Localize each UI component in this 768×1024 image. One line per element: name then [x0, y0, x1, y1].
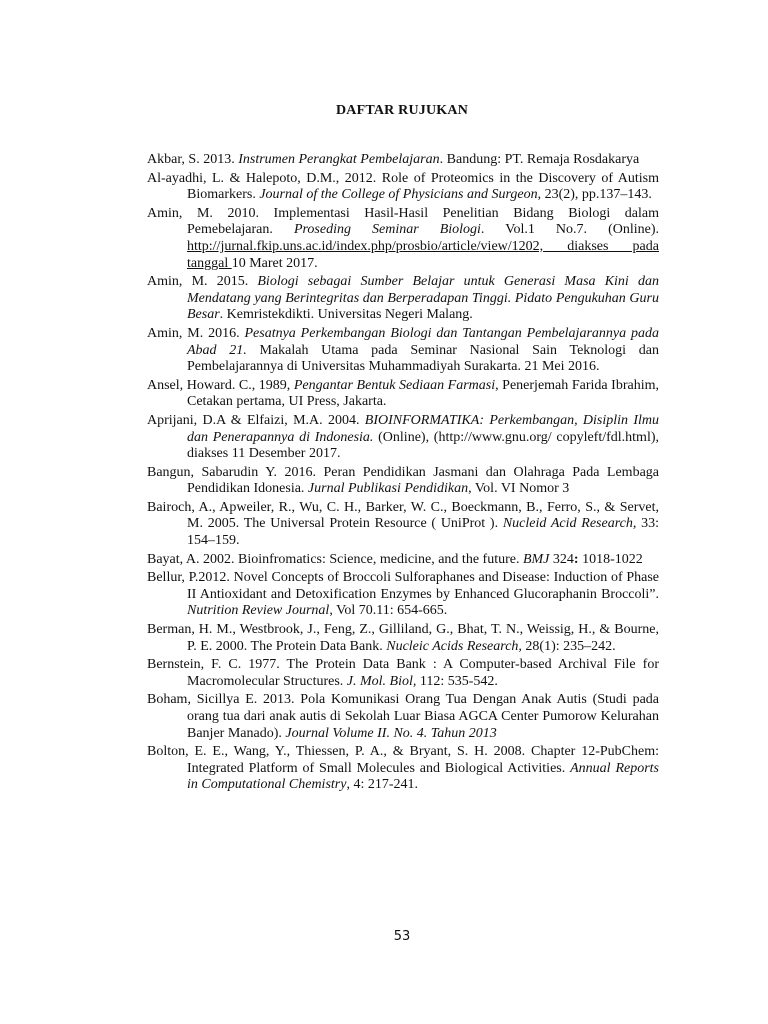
reference-item: Bernstein, F. C. 1977. The Protein Data Bank : A Computer-based Archival File for Macromolecular Structures. J. Mol. Biol, 112: 535-542. [147, 657, 659, 689]
reference-item: Amin, M. 2010. Implementasi Hasil-Hasil Penelitian Bidang Biologi dalam Pemebelajaran. Proseding Seminar Biologi. Vol.1 No.7. (Online). http://jurnal.fkip.uns.ac.id/index.php/prosbio/article/view/1202, diakses pada tanggal 10 Maret 2017. [147, 205, 659, 271]
reference-item: Amin, M. 2016. Pesatnya Perkembangan Biologi dan Tantangan Pembelajarannya pada Abad 21. Makalah Utama pada Seminar Nasional Sain Teknologi dan Pembelajarannya di Universitas Muhammadiyah Surakarta. 21 Mei 2016. [147, 325, 659, 375]
reference-item: Bangun, Sabarudin Y. 2016. Peran Pendidikan Jasmani dan Olahraga Pada Lembaga Pendidikan Idonesia. Jurnal Publikasi Pendidikan, Vol. VI Nomor 3 [147, 464, 659, 497]
reference-item: Akbar, S. 2013. Instrumen Perangkat Pembelajaran. Bandung: PT. Remaja Rosdakarya [147, 152, 640, 167]
reference-item: Bolton, E. E., Wang, Y., Thiessen, P. A., & Bryant, S. H. 2008. Chapter 12-PubChem: Integrated Platform of Small Molecules and Biological Activities. Annual Reports in Computational Chemistry, 4: 217-241. [147, 744, 659, 793]
reference-item: Bayat, A. 2002. Bioinfromatics: Science, medicine, and the future. BMJ 324: 1018-1022 [147, 551, 643, 567]
reference-list [147, 152, 659, 796]
reference-item: Bairoch, A., Apweiler, R., Wu, C. H., Barker, W. C., Boeckmann, B., Ferro, S., & Servet, M. 2005. The Universal Protein Resource ( UniProt ). Nucleid Acid Research, 33: 154–159. [147, 499, 659, 549]
page-number: 53 [393, 929, 411, 944]
reference-item: Amin, M. 2015. Biologi sebagai Sumber Belajar untuk Generasi Masa Kini dan Mendatang yang Berintegritas dan Berperadapan Tinggi. Pidato Pengukuhan Guru Besar. Kemristekdikti. Universitas Negeri Malang. [147, 274, 659, 323]
reference-item: Berman, H. M., Westbrook, J., Feng, Z., Gilliland, G., Bhat, T. N., Weissig, H., & Bourne, P. E. 2000. The Protein Data Bank. Nucleic Acids Research, 28(1): 235–242. [147, 622, 659, 654]
reference-item: Bellur, P.2012. Novel Concepts of Broccoli Sulforaphanes and Disease: Induction of Phase II Antioxidant and Detoxification Enzymes by Enhanced Glucoraphanin Broccoli”. Nutrition Review Journal, Vol 70.11: 654-665. [147, 570, 659, 619]
page-title: DAFTAR RUJUKAN [335, 103, 469, 118]
reference-item: Boham, Sicillya E. 2013. Pola Komunikasi Orang Tua Dengan Anak Autis (Studi pada orang tua dari anak autis di Sekolah Luar Biasa AGCA Center Pumorow Kelurahan Banjer Manado). Journal Volume II. No. 4. Tahun 2013 [147, 692, 659, 741]
reference-item: Aprijani, D.A & Elfaizi, M.A. 2004. BIOINFORMATIKA: Perkembangan, Disiplin Ilmu dan Penerapannya di Indonesia. (Online), (http://www.gnu.org/ copyleft/fdl.html), diakses 11 Desember 2017. [147, 412, 659, 462]
reference-item: Al-ayadhi, L. & Halepoto, D.M., 2012. Role of Proteomics in the Discovery of Autism Biomarkers. Journal of the College of Physicians and Surgeon, 23(2), pp.137–143. [147, 170, 659, 203]
reference-item: Ansel, Howard. C., 1989, Pengantar Bentuk Sediaan Farmasi, Penerjemah Farida Ibrahim, Cetakan pertama, UI Press, Jakarta. [147, 377, 659, 410]
reference-link[interactable]: http://jurnal.fkip.uns.ac.id/index.php/prosbio/article/view/1202, diakses pada tanggal [187, 238, 659, 271]
